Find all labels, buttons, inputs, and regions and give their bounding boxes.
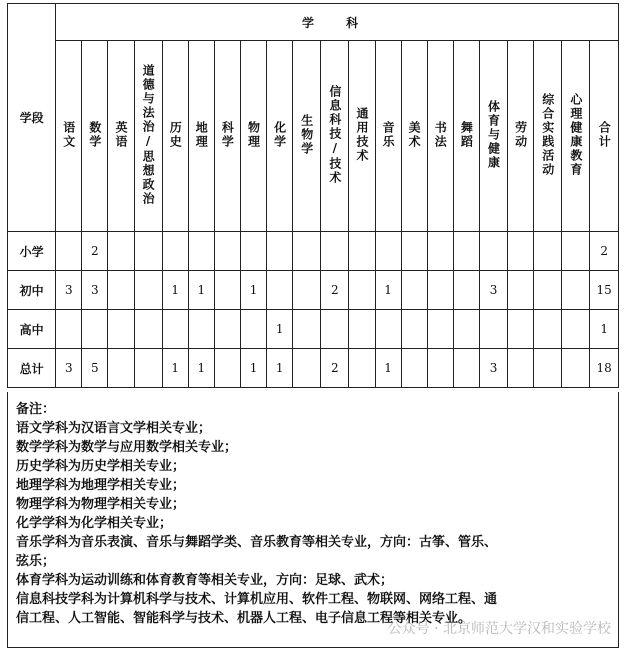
subject-header-cell — [534, 41, 562, 232]
subject-name: 科学 — [220, 120, 235, 149]
quota-cell — [453, 232, 479, 271]
subject-name: 美术 — [407, 120, 422, 149]
quota-cell — [267, 271, 293, 310]
quota-cell — [427, 271, 453, 310]
quota-cell: 3 — [82, 271, 108, 310]
subject-name: 劳动 — [513, 120, 528, 149]
subject-header-cell — [56, 4, 619, 41]
subject-header-cell — [427, 41, 453, 232]
note-line: 数学学科为数学与应用数学相关专业； — [16, 440, 238, 455]
quota-cell: 2 — [321, 271, 349, 310]
note-line: 地理学科为地理学相关专业； — [16, 478, 186, 493]
subject-header-cell — [508, 41, 534, 232]
subject-header-cell — [401, 41, 427, 232]
stage-label: 高中 — [19, 322, 44, 337]
quota-cell — [453, 349, 479, 388]
subject-name: 生物学 — [299, 113, 314, 156]
quota-cell — [108, 271, 134, 310]
stage-cell — [8, 271, 56, 310]
quota-cell — [82, 310, 108, 349]
subject-header-cell — [293, 41, 321, 232]
quota-cell: 1 — [267, 310, 293, 349]
quota-cell — [56, 310, 82, 349]
table-row — [8, 232, 619, 271]
quota-cell: 3 — [479, 349, 507, 388]
quota-cell: 3 — [56, 271, 82, 310]
notes-title: 备注： — [16, 402, 56, 417]
subject-header-cell — [321, 41, 349, 232]
quota-cell: 1 — [375, 349, 401, 388]
quota-cell — [321, 232, 349, 271]
subject-name: 舞蹈 — [459, 120, 474, 149]
quota-cell — [349, 232, 375, 271]
quota-cell — [134, 271, 162, 310]
subject-header-cell — [56, 41, 82, 232]
quota-cell — [293, 232, 321, 271]
note-line: 物理学科为物理学相关专业； — [16, 497, 186, 512]
subject-header-cell — [82, 41, 108, 232]
stage-label: 总计 — [19, 361, 44, 376]
quota-cell — [562, 349, 590, 388]
quota-cell — [401, 349, 427, 388]
table-row — [8, 271, 619, 310]
subject-header-cell — [214, 41, 240, 232]
quota-cell — [188, 310, 214, 349]
quota-cell: 3 — [56, 349, 82, 388]
quota-cell — [188, 232, 214, 271]
quota-cell — [108, 349, 134, 388]
quota-cell — [479, 310, 507, 349]
subject-header-cell — [562, 41, 590, 232]
note-line: 化学学科为化学相关专业； — [16, 516, 173, 531]
quota-cell — [401, 271, 427, 310]
quota-cell — [349, 349, 375, 388]
quota-cell — [534, 310, 562, 349]
quota-cell — [56, 232, 82, 271]
quota-cell — [401, 310, 427, 349]
subject-header-cell — [162, 41, 188, 232]
subject-name: 书法 — [433, 120, 448, 149]
subject-header-cell — [349, 41, 375, 232]
quota-cell — [534, 271, 562, 310]
quota-cell — [562, 310, 590, 349]
subject-header-cell — [375, 41, 401, 232]
subject-name: 物理 — [246, 120, 261, 149]
quota-cell — [349, 271, 375, 310]
quota-cell — [162, 232, 188, 271]
subject-header-cell — [479, 41, 507, 232]
quota-cell — [508, 271, 534, 310]
quota-cell — [508, 232, 534, 271]
subject-name: 综合实践活动 — [540, 92, 555, 177]
quota-cell — [427, 310, 453, 349]
quota-cell: 1 — [188, 271, 214, 310]
quota-cell: 18 — [590, 349, 619, 388]
quota-cell — [240, 310, 266, 349]
stage-cell — [8, 349, 56, 388]
quota-cell — [427, 349, 453, 388]
subject-header-cell — [134, 41, 162, 232]
subject-name: 化学 — [272, 120, 287, 149]
quota-cell — [479, 232, 507, 271]
quota-cell — [508, 349, 534, 388]
subject-name: 历史 — [168, 120, 183, 149]
notes-section — [7, 392, 619, 648]
subject-header-cell — [267, 41, 293, 232]
table-row — [8, 349, 619, 388]
quota-cell — [321, 310, 349, 349]
subject-name: 英语 — [113, 120, 128, 149]
table-body — [8, 232, 619, 388]
stage-cell — [8, 310, 56, 349]
quota-cell — [427, 232, 453, 271]
quota-cell — [562, 232, 590, 271]
quota-cell: 5 — [82, 349, 108, 388]
quota-cell: 2 — [590, 232, 619, 271]
subject-header-cell — [590, 41, 619, 232]
quota-cell — [562, 271, 590, 310]
quota-cell — [214, 310, 240, 349]
quota-cell: 1 — [240, 271, 266, 310]
subject-name: 心理健康教育 — [568, 92, 583, 177]
quota-cell: 1 — [162, 271, 188, 310]
note-line: 弦乐； — [16, 554, 56, 569]
stage-header: 学段 — [19, 111, 44, 125]
quota-cell — [134, 349, 162, 388]
quota-cell — [134, 310, 162, 349]
quota-cell: 1 — [590, 310, 619, 349]
subject-header-cell — [453, 41, 479, 232]
quota-cell — [508, 310, 534, 349]
subject-name: 道德与法治/思想政治 — [141, 63, 156, 206]
stage-cell — [8, 232, 56, 271]
quota-cell — [293, 310, 321, 349]
quota-cell — [534, 232, 562, 271]
notes-lines — [16, 419, 610, 628]
note-line: 体育学科为运动训练和体育教育等相关专业，方向：足球、武术； — [16, 573, 394, 588]
quota-cell — [162, 310, 188, 349]
quota-cell: 15 — [590, 271, 619, 310]
subject-name: 语文 — [61, 120, 76, 149]
subject-name: 地理 — [194, 120, 209, 149]
quota-cell — [214, 232, 240, 271]
table-row — [8, 310, 619, 349]
quota-cell: 2 — [82, 232, 108, 271]
quota-cell — [293, 349, 321, 388]
quota-cell — [375, 310, 401, 349]
subject-quota-table — [7, 3, 619, 388]
quota-cell — [214, 271, 240, 310]
subject-name: 合计 — [597, 120, 612, 149]
quota-cell — [108, 232, 134, 271]
subject-name: 音乐 — [381, 120, 396, 149]
watermark: 公众号 · 北京师范大学汉和实验学校 — [387, 621, 611, 637]
quota-cell: 3 — [479, 271, 507, 310]
quota-cell: 1 — [162, 349, 188, 388]
subject-header: 学 科 — [302, 15, 373, 30]
subject-name: 信息科技/技术 — [327, 84, 342, 185]
stage-header-cell — [8, 4, 56, 232]
stage-label: 小学 — [19, 244, 44, 259]
subject-header-cell — [108, 41, 134, 232]
quota-cell — [134, 232, 162, 271]
quota-cell: 1 — [188, 349, 214, 388]
subject-name: 体育与健康 — [486, 99, 501, 170]
note-line: 音乐学科为音乐表演、音乐与舞蹈学类、音乐教育等相关专业，方向：古筝、管乐、 — [16, 535, 498, 550]
note-line: 历史学科为历史学相关专业； — [16, 459, 186, 474]
subject-names-row — [8, 41, 619, 232]
quota-cell — [214, 349, 240, 388]
quota-cell — [453, 271, 479, 310]
quota-cell — [108, 310, 134, 349]
quota-cell — [534, 349, 562, 388]
quota-cell — [401, 232, 427, 271]
subject-header-cell — [240, 41, 266, 232]
quota-cell — [240, 232, 266, 271]
quota-cell: 1 — [267, 349, 293, 388]
note-line: 信息科技学科为计算机科学与技术、计算机应用、软件工程、物联网、网络工程、通 — [16, 592, 498, 607]
stage-label: 初中 — [19, 283, 44, 298]
quota-cell — [453, 310, 479, 349]
quota-cell — [267, 232, 293, 271]
note-line: 语文学科为汉语言文学相关专业； — [16, 421, 212, 436]
quota-cell — [375, 232, 401, 271]
note-line: 信工程、人工智能、智能科学与技术、机器人工程、电子信息工程等相关专业。 — [16, 611, 472, 626]
subject-header-cell — [188, 41, 214, 232]
subject-name: 通用技术 — [354, 106, 369, 163]
quota-cell: 1 — [375, 271, 401, 310]
subject-name: 数学 — [87, 120, 102, 149]
quota-cell: 2 — [321, 349, 349, 388]
quota-cell — [293, 271, 321, 310]
quota-cell: 1 — [240, 349, 266, 388]
quota-cell — [349, 310, 375, 349]
